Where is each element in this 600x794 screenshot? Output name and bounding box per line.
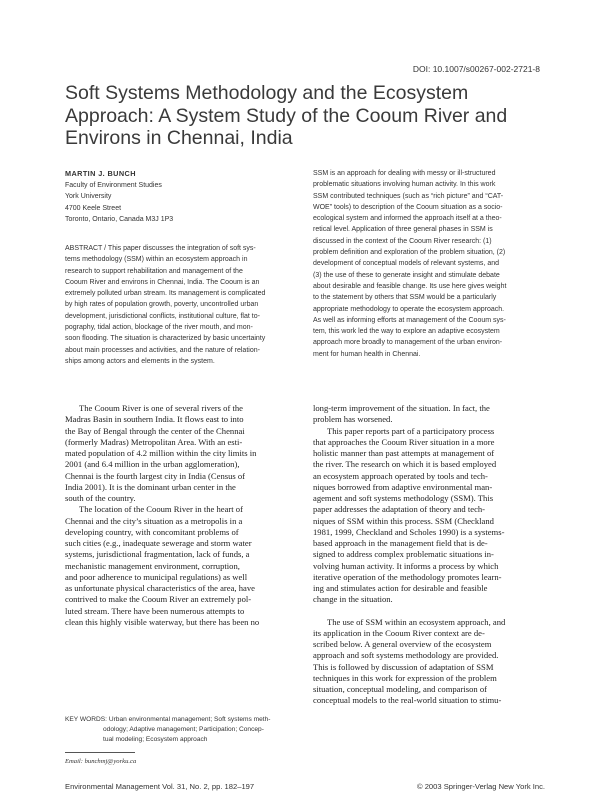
abstract-line: extremely polluted urban stream. Its management is complicated [65,290,266,298]
abstract-line: ment for human health in Chennai. [313,350,421,358]
body-line: paper addresses the adaptation of theory and tech- [313,504,486,515]
abstract-line: problematic situations involving human activity. In this work [313,181,496,189]
body-line: systems, jurisdictional fragmentation, lack of funds, a [65,549,250,560]
body-line: signed to address complex problematic situations in- [313,549,494,560]
paragraph-gap [313,606,551,617]
paper-title [65,82,545,150]
abstract-line: development of conceptual models of relevant systems, and [313,260,499,268]
body-line: as unfortunate physical characteristics of the area, have [65,583,255,593]
doi-label: DOI: 10.1007/s00267-002-2721-8 [412,64,540,74]
body-line: Madras Basin in southern India. It flows east to into [65,414,244,425]
body-line: problem has worsened. [313,414,393,425]
body-line: approach and soft systems methodology are provided. [313,650,499,661]
body-line: agement and soft systems methodology (SSM). This [313,493,494,503]
abstract-right [313,168,548,360]
body-line: This is followed by discussion of adaptation of SSM [313,661,494,672]
abstract-line: to the statement by others that SSM would be a particularly [313,294,497,302]
body-line: developing country, with concomitant problems of [65,526,239,537]
body-line: This paper reports part of a participatory process [327,425,495,436]
title-line: Soft Systems Methodology and the Ecosystem [65,82,469,104]
paragraph [313,426,551,606]
body-line: 1981, 1999, Checkland and Scholes 1990) is a systems- [313,526,505,537]
body-line: volving human activity. It informs a process by which [313,560,499,571]
body-line: ing and stimulates action for desirable and feasible [313,583,488,593]
body-line: conceptual models to the real-world situation to stimu- [313,695,502,706]
abstract-line: ships among actors and elements in the system. [65,357,215,365]
body-line: India 2001). It is the dominant urban center in the [65,481,236,492]
body-line: an ecosystem approach operated by tools and tech- [313,470,488,481]
abstract-line: SSM is an approach for dealing with messy or ill-structured [313,170,496,177]
affiliation-line: Faculty of Environment Studies [65,182,162,190]
affiliation-line: Toronto, Ontario, Canada M3J 1P3 [65,215,174,223]
body-line: contrived to make the Cooum River an extremely pol- [65,594,252,605]
keywords-line: odology; Adaptive management; Participation; Concep- [103,725,264,733]
body-line: The location of the Cooum River in the heart of [79,504,243,515]
body-line: the Bay of Bengal through the center of the Chennai [65,425,245,436]
body-line: mated population of 4.2 million within the city limits in [65,448,257,458]
affiliation-line: 4700 Keele Street [65,204,122,212]
body-line: niques of SSM within this process. SSM (Checkland [313,515,494,526]
abstract-line: pography, tidal action, blockage of the river mouth, and mon- [65,324,253,332]
title-line: Environs in Chennai, India [65,127,293,149]
abstract-line: appropriate methodology to operate the ecosystem approach. [313,305,505,313]
body-line: holistic manner than past attempts at management of [313,448,495,458]
body-line: long-term improvement of the situation. In fact, the [313,403,490,413]
affiliation-line: York University [65,193,112,201]
body-line: south of the country. [65,493,136,503]
paragraph [313,403,551,426]
abstract-line: about main processes and activities, and the nature of relation- [65,346,260,354]
abstract-line: problem definition and exploration of the problem situation, (2) [313,249,506,257]
keywords-block [65,715,305,744]
body-line: change in the situation. [313,594,393,605]
keywords-line: tual modeling; Ecosystem approach [103,735,208,743]
abstract-line: (3) the use of these to generate insight and stimulate debate [313,271,500,279]
author-email: Email: bunchmj@yorku.ca [65,758,137,765]
body-line: that approaches the Cooum River situation in a more [313,436,495,447]
body-line: The Cooum River is one of several rivers of the [79,403,243,413]
abstract-line: tem, this work led the way to explore an adaptive ecosystem [313,328,500,336]
body-line: the river. The research on which it is based employed [313,459,497,470]
body-line: situation, conceptual modeling, and comparison of [313,684,487,694]
keywords-line: KEY WORDS: Urban environmental management; Soft systems meth- [65,716,271,723]
footnote-divider [65,752,135,753]
abstract-line: development, jurisdictional conflicts, institutional culture, flat to- [65,312,260,320]
abstract-line: discussed in the context of the Cooum River research: (1) [313,237,492,245]
abstract-line: about desirable and feasible change. Its use here gives weight [313,282,507,290]
abstract-left [65,243,300,367]
copyright-notice: © 2003 Springer-Verlag New York Inc. [416,782,545,791]
abstract-line: tems methodology (SSM) within an ecosystem approach in [65,256,248,264]
body-line: clean this highly visible waterway, but there has been no [65,616,260,627]
paragraph [65,504,305,628]
paragraph [65,403,305,504]
body-line: Chennai and the city’s situation as a metropolis in a [65,515,243,526]
body-line: scribed below. A general overview of the ecosystem [313,639,492,649]
abstract-line: ecological system and informed the approach itself at a theo- [313,215,502,223]
paragraph [313,617,551,707]
body-line: and poor adherence to municipal regulations) as well [65,571,248,582]
body-line: based approach in the management field that is de- [313,538,488,548]
body-line: techniques in this work for expression of the problem [313,672,497,683]
abstract-line: Cooum River and environs in Chennai, India. The Cooum is an [65,278,260,286]
body-line: 2001 (and 6.4 million in the urban agglomeration), [65,459,240,470]
abstract-line: WOE” tools) to description of the Cooum situation as a socio- [313,203,503,211]
body-line: iterative operation of the methodology promotes learn- [313,571,502,582]
body-line: mechanistic management environment, corruption, [65,560,240,571]
body-line: The use of SSM within an ecosystem approach, and [327,616,506,627]
body-column-right [313,403,551,707]
body-line: niques borrowed from adaptive environmental man- [313,481,493,492]
abstract-line: soon flooding. The situation is characterized by basic uncertainty [65,335,266,343]
journal-citation: Environmental Management Vol. 31, No. 2, pp. 182–197 [65,782,255,791]
abstract-line: research to support rehabilitation and management of the [65,267,243,275]
body-column-left [65,403,305,628]
body-line: Chennai is the fourth largest city in India (Census of [65,470,246,481]
body-line: such cities (e.g., inadequate sewerage and storm water [65,538,252,548]
abstract-line: approach more broadly to management of the urban environ- [313,339,503,347]
body-line: (formerly Madras) Metropolitan Area. With an esti- [65,436,243,447]
author-block [65,168,300,225]
abstract-line: SSM contributed techniques (such as “rich picture” and “CAT- [313,192,504,200]
abstract-line: by high rates of population growth, poverty, uncontrolled urban [65,301,259,309]
author-name: MARTIN J. BUNCH [65,169,136,178]
abstract-line: retical level. Application of three general phases in SSM is [313,226,493,234]
body-line: its application in the Cooum River context are de- [313,627,485,638]
abstract-line: ABSTRACT / This paper discusses the integration of soft sys- [65,245,256,252]
abstract-line: As well as informing efforts at management of the Cooum sys- [313,316,506,324]
body-line: luted stream. There have been numerous attempts to [65,605,245,616]
title-line: Approach: A System Study of the Cooum River and [65,104,508,127]
